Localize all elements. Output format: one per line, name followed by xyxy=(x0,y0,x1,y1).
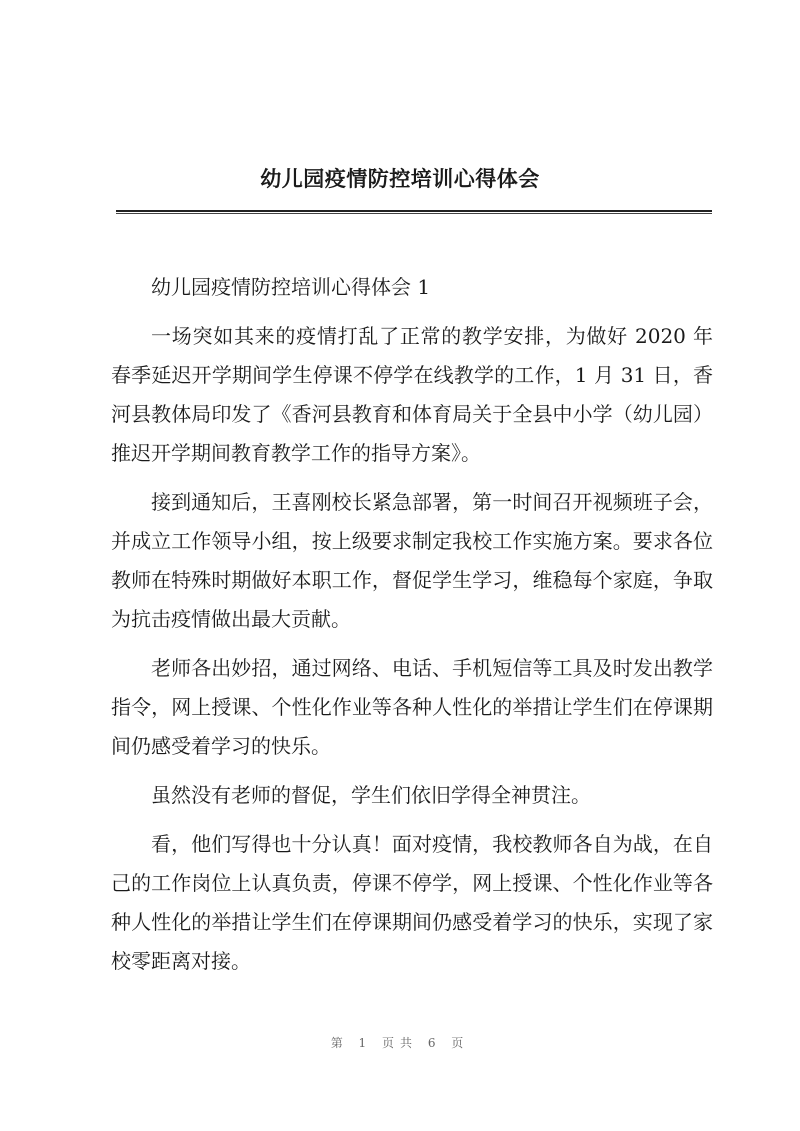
paragraph: 一场突如其来的疫情打乱了正常的教学安排，为做好 2020 年春季延迟开学期间学生停课不停学在线教学的工作，1 月 31 日，香河县教体局印发了《香河县教育和体育局关于全县中小学（幼儿园）推迟开学期间教育教学工作的指导方案》。 xyxy=(111,324,713,465)
section-heading: 幼儿园疫情防控培训心得体会 1 xyxy=(151,275,431,299)
page-number-footer: 第 1 页共 6 页 xyxy=(330,1036,470,1050)
paragraph: 虽然没有老师的督促，学生们依旧学得全神贯注。 xyxy=(151,783,591,807)
title-divider xyxy=(116,210,712,214)
paragraph: 接到通知后，王喜刚校长紧急部署，第一时间召开视频班子会，并成立工作领导小组，按上级要求制定我校工作实施方案。要求各位教师在特殊时期做好本职工作，督促学生学习，维稳每个家庭，争取为抗击疫情做出最大贡献。 xyxy=(111,490,713,631)
document-body xyxy=(111,268,713,981)
document-title: 幼儿园疫情防控培训心得体会 xyxy=(260,167,540,191)
paragraph: 看，他们写得也十分认真！面对疫情，我校教师各自为战，在自己的工作岗位上认真负责，停课不停学，网上授课、个性化作业等各种人性化的举措让学生们在停课期间仍感受着学习的快乐，实现了家校零距离对接。 xyxy=(111,832,713,973)
paragraph: 老师各出妙招，通过网络、电话、手机短信等工具及时发出教学指令，网上授课、个性化作业等各种人性化的举措让学生们在停课期间仍感受着学习的快乐。 xyxy=(111,656,713,758)
